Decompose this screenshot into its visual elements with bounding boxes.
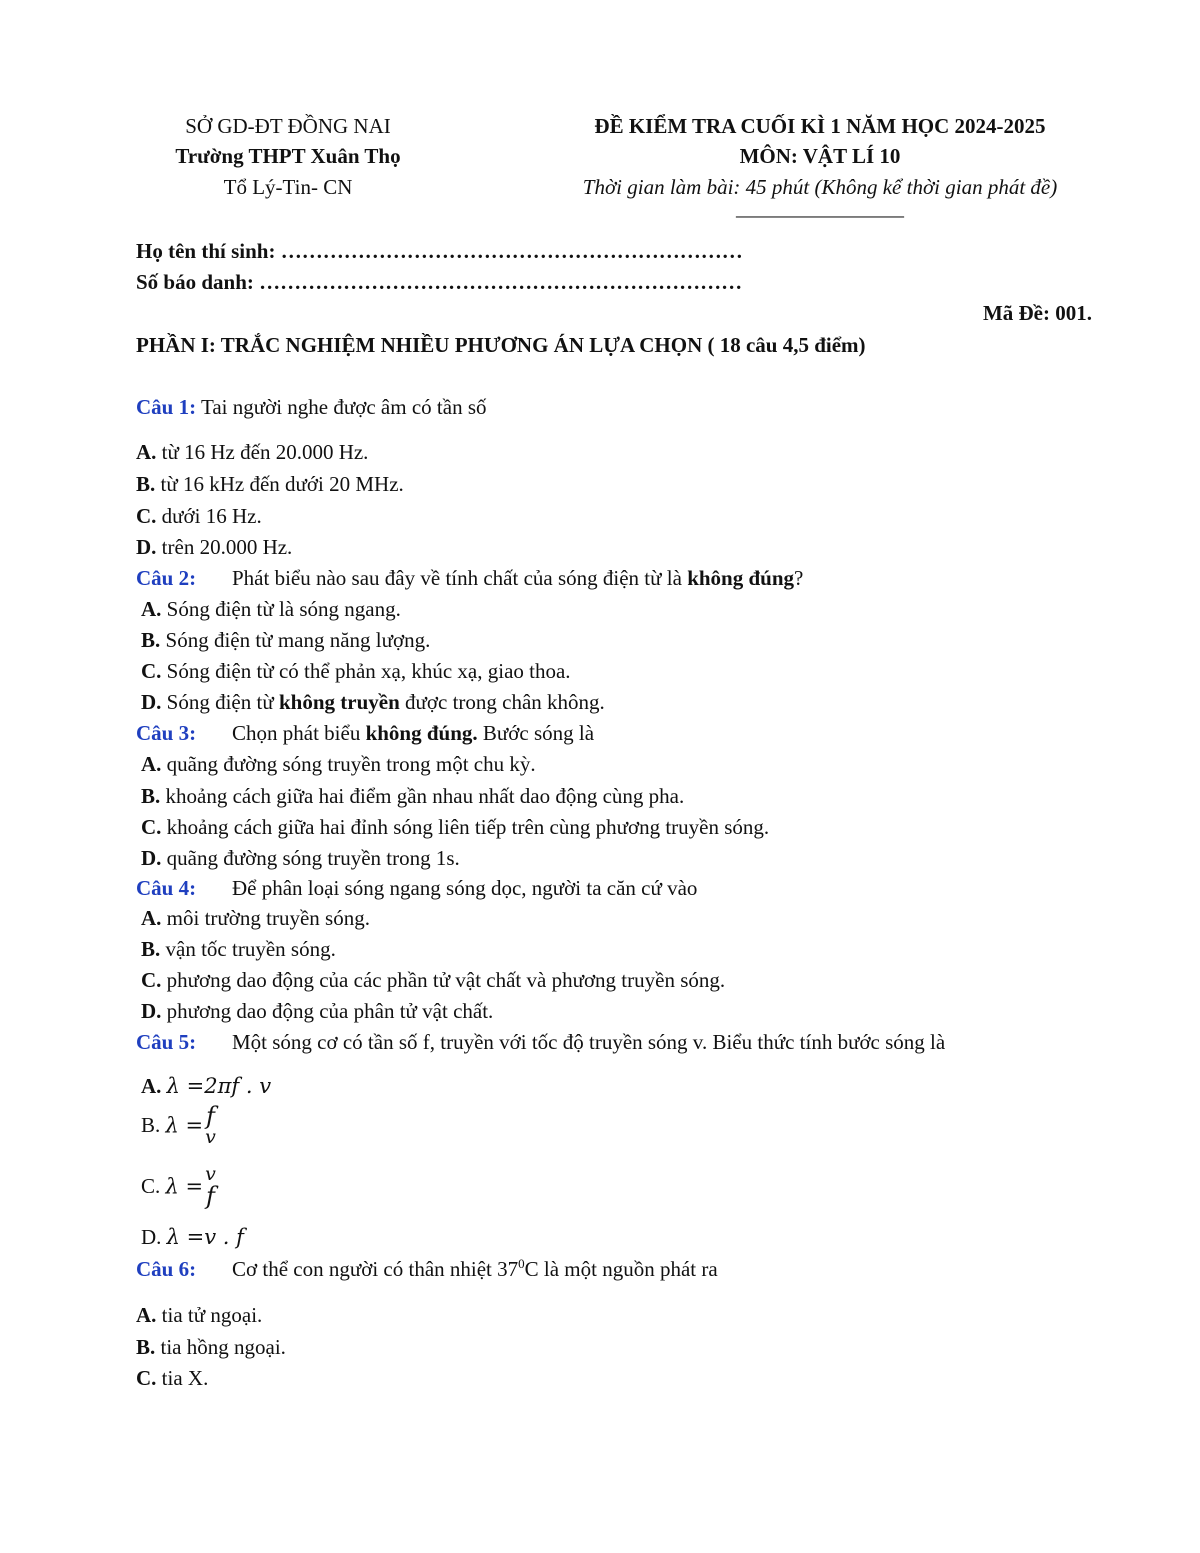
- student-name-dots: …………………………………………………………: [280, 239, 743, 263]
- formula-d: λ =v . f: [166, 1225, 244, 1249]
- section-title: PHẦN I: TRẮC NGHIỆM NHIỀU PHƯƠNG ÁN LỰA CHỌN ( 18 câu 4,5 điểm): [136, 333, 866, 357]
- student-name-row: [136, 239, 743, 264]
- question-2-option-b: B. Sóng điện từ mang năng lượng.: [141, 628, 431, 652]
- header-divider: ––––––––––––––––: [736, 203, 904, 227]
- question-4-option-c: C. phương dao động của các phần tử vật chất và phương truyền sóng.: [141, 968, 726, 992]
- question-5-option-b: B. λ = f v: [141, 1102, 216, 1148]
- student-id-label: Số báo danh:: [136, 270, 254, 294]
- department-group: Tổ Lý-Tin- CN: [223, 175, 353, 199]
- department-name: SỞ GD-ĐT ĐỒNG NAI: [185, 114, 391, 138]
- question-6-option-c: C. tia X.: [136, 1366, 209, 1390]
- question-3-label: Câu 3:: [136, 721, 197, 745]
- question-4-label: Câu 4:: [136, 876, 197, 900]
- question-4-option-d: D. phương dao động của phân tử vật chất.: [141, 999, 494, 1023]
- question-1: [136, 395, 487, 420]
- question-3: Câu 3: Chọn phát biểu không đúng. Bước sóng là: [136, 721, 595, 745]
- question-3-option-d: D. quãng đường sóng truyền trong 1s.: [141, 846, 460, 870]
- question-6-label: Câu 6:: [136, 1257, 197, 1281]
- question-4-option-a: A. môi trường truyền sóng.: [141, 906, 370, 930]
- question-1-label: Câu 1:: [136, 395, 197, 419]
- school-name: Trường THPT Xuân Thọ: [175, 144, 401, 168]
- question-4-option-b: B. vận tốc truyền sóng.: [141, 937, 336, 961]
- question-6: Câu 6: Cơ thể con người có thân nhiệt $37^0C$ là một nguồn phát ra: [136, 1256, 718, 1281]
- exam-title: ĐỀ KIỂM TRA CUỐI KÌ 1 NĂM HỌC 2024-2025: [594, 114, 1046, 138]
- fraction-c: v f: [205, 1163, 216, 1210]
- question-2-option-c: C. Sóng điện từ có thể phản xạ, khúc xạ, giao thoa.: [141, 659, 571, 683]
- exam-code: Mã Đề: 001.: [982, 301, 1092, 325]
- question-5-option-d: D. λ =v . f: [141, 1225, 244, 1249]
- question-2-option-d: D. Sóng điện từ không truyền được trong chân không.: [141, 690, 605, 714]
- question-1-option-a: A. từ 16 Hz đến 20.000 Hz.: [136, 440, 369, 464]
- question-1-text: Tai người nghe được âm có tần số: [200, 395, 487, 419]
- question-5-option-a: A. λ =2πf . v: [141, 1074, 272, 1098]
- question-5-option-c: C. λ = v f: [141, 1163, 216, 1210]
- student-id-row: [136, 270, 742, 295]
- question-3-option-c: C. khoảng cách giữa hai đỉnh sóng liên tiếp trên cùng phương truyền sóng.: [141, 815, 770, 839]
- student-name-label: Họ tên thí sinh:: [136, 239, 276, 263]
- question-3-option-a: A. quãng đường sóng truyền trong một chu kỳ.: [141, 752, 536, 776]
- question-5: Câu 5: Một sóng cơ có tần số f, truyền với tốc độ truyền sóng v. Biểu thức tính bước sóng là: [136, 1030, 946, 1054]
- question-1-option-c: C. dưới 16 Hz.: [136, 504, 262, 528]
- student-id-dots: ……………………………………………………………: [259, 270, 743, 294]
- fraction-b: f v: [205, 1102, 216, 1148]
- subject: MÔN: VẬT LÍ 10: [739, 144, 901, 168]
- formula-a: λ =2πf . v: [166, 1074, 272, 1098]
- question-4: Câu 4: Để phân loại sóng ngang sóng dọc, người ta căn cứ vào: [136, 876, 698, 900]
- question-2-option-a: A. Sóng điện từ là sóng ngang.: [141, 597, 401, 621]
- time-allowed: Thời gian làm bài: 45 phút (Không kể thời gian phát đề): [582, 175, 1058, 199]
- question-5-label: Câu 5:: [136, 1030, 197, 1054]
- question-2: Câu 2: Phát biểu nào sau đây về tính chất của sóng điện từ là không đúng?: [136, 566, 804, 590]
- question-6-option-a: A. tia tử ngoại.: [136, 1303, 263, 1327]
- question-2-label: Câu 2:: [136, 566, 197, 590]
- question-6-option-b: B. tia hồng ngoại.: [136, 1335, 286, 1359]
- question-3-option-b: B. khoảng cách giữa hai điểm gần nhau nhất dao động cùng pha.: [141, 784, 685, 808]
- question-1-option-b: B. từ 16 kHz đến dưới 20 MHz.: [136, 472, 404, 496]
- question-1-option-d: D. trên 20.000 Hz.: [136, 535, 293, 559]
